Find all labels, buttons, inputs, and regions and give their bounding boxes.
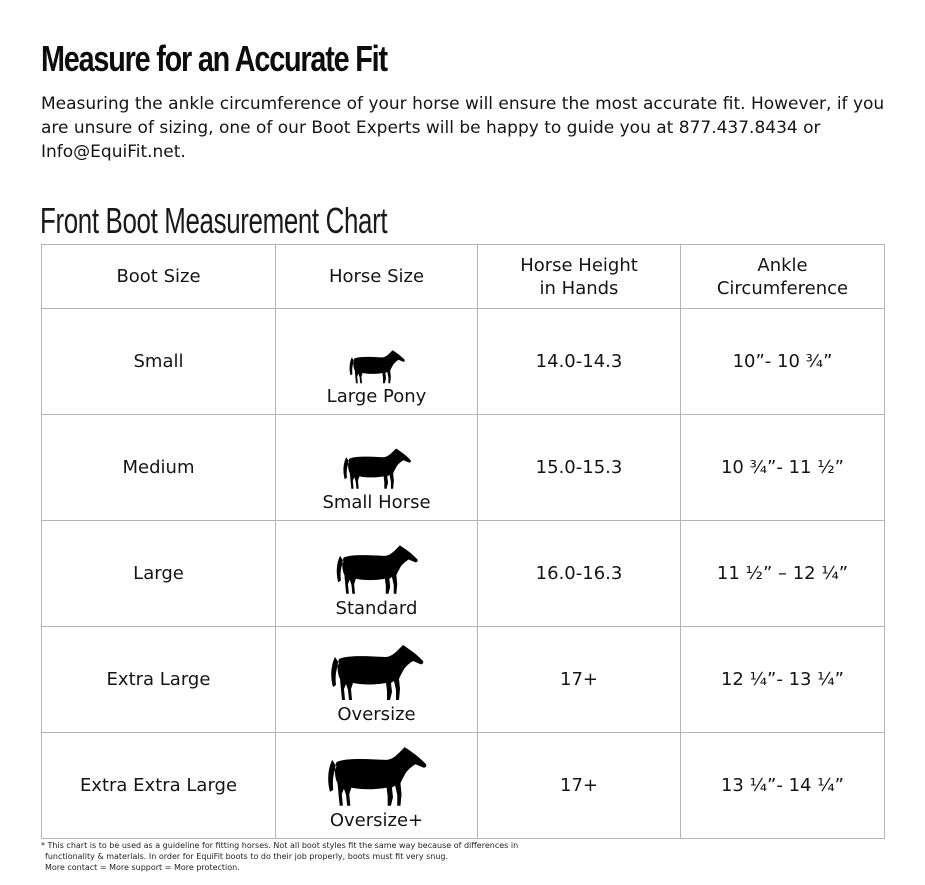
horse-icon <box>340 447 414 491</box>
chart-title: Front Boot Measurement Chart <box>40 200 388 241</box>
ankle-cell: 12 ¼”- 13 ¼” <box>681 627 885 733</box>
col-header-ankle-line1: Ankle <box>757 254 808 276</box>
col-header-horse-height <box>478 245 681 309</box>
col-header-ankle <box>681 245 885 309</box>
horse-icon <box>333 543 421 597</box>
table-row <box>42 733 885 839</box>
horse-icon <box>347 349 407 385</box>
ankle-cell: 10”- 10 ¾” <box>681 309 885 415</box>
footnote-line2: functionality & materials. In order for EquiFit boots to do their job properly, boots must fit very snug. <box>45 852 449 861</box>
footnote <box>41 840 601 873</box>
intro-text: Measuring the ankle circumference of your horse will ensure the most accurate fit. However, if you are unsure of sizing, one of our Boot Experts will be happy to guide you at 877.437.8434 or Info@EquiFit.net. <box>41 94 885 162</box>
col-header-height-line1: Horse Height <box>520 254 638 276</box>
horse-size-label: Oversize+ <box>329 810 424 831</box>
table-header-row <box>42 245 885 309</box>
page-title: Measure for an Accurate Fit <box>41 38 387 79</box>
horse-size-label: Large Pony <box>326 386 427 407</box>
table-row <box>42 309 885 415</box>
table-row <box>42 627 885 733</box>
col-header-boot-size: Boot Size <box>42 245 276 309</box>
horse-size-label: Oversize <box>337 704 416 725</box>
boot-size-cell: Extra Large <box>42 627 276 733</box>
height-cell: 15.0-15.3 <box>478 415 681 521</box>
horse-size-cell <box>276 309 478 415</box>
horse-icon <box>322 745 432 809</box>
height-cell: 14.0-14.3 <box>478 309 681 415</box>
measurement-table <box>41 244 885 839</box>
height-cell: 17+ <box>478 627 681 733</box>
footnote-line1: * This chart is to be used as a guideline for fitting horses. Not all boot styles fit the same way because of differences in <box>41 841 519 850</box>
boot-size-cell: Large <box>42 521 276 627</box>
footnote-line3: More contact = More support = More protection. <box>45 863 240 872</box>
horse-size-cell <box>276 627 478 733</box>
ankle-cell: 11 ½” – 12 ¼” <box>681 521 885 627</box>
boot-size-cell: Small <box>42 309 276 415</box>
ankle-cell: 10 ¾”- 11 ½” <box>681 415 885 521</box>
boot-size-cell: Extra Extra Large <box>42 733 276 839</box>
col-header-height-line2: in Hands <box>539 277 619 299</box>
horse-icon <box>327 643 427 703</box>
horse-size-cell <box>276 415 478 521</box>
horse-size-label: Small Horse <box>322 492 431 513</box>
horse-size-cell <box>276 733 478 839</box>
col-header-ankle-line2: Circumference <box>716 277 849 299</box>
horse-size-label: Standard <box>335 598 418 619</box>
boot-size-cell: Medium <box>42 415 276 521</box>
height-cell: 17+ <box>478 733 681 839</box>
col-header-horse-size: Horse Size <box>276 245 478 309</box>
ankle-cell: 13 ¼”- 14 ¼” <box>681 733 885 839</box>
table-row <box>42 415 885 521</box>
table-row <box>42 521 885 627</box>
height-cell: 16.0-16.3 <box>478 521 681 627</box>
horse-size-cell <box>276 521 478 627</box>
